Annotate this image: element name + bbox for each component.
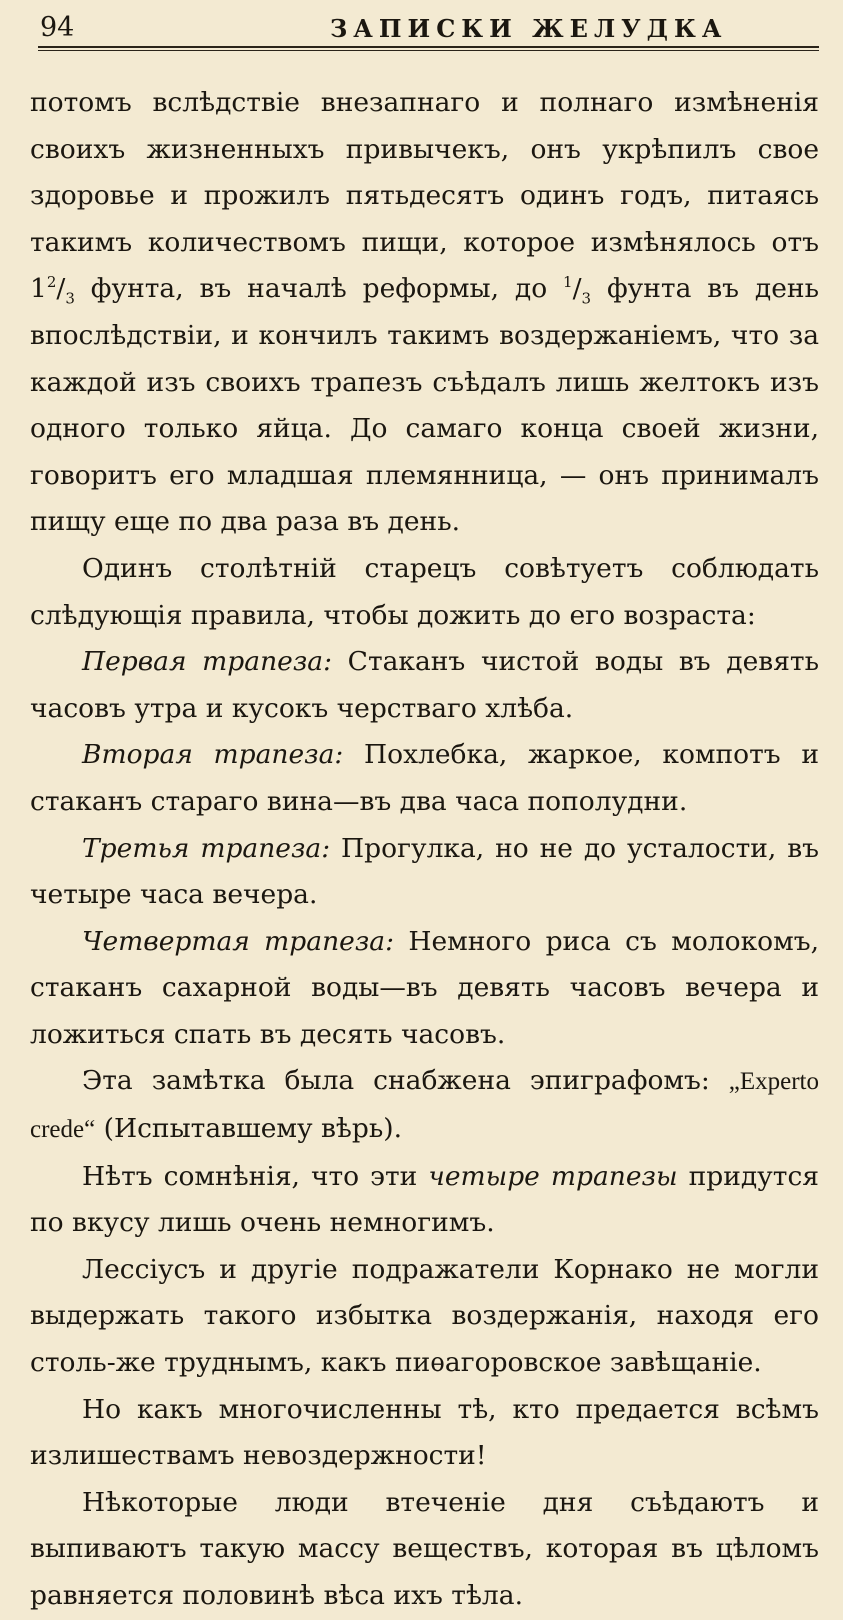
running-title: ЗАПИСКИ ЖЕЛУДКА — [330, 14, 728, 43]
meal-label: Первая трапеза: — [82, 646, 333, 678]
paragraph-some-people: Нѣкоторые люди втеченіе дня съѣдаютъ и выпиваютъ такую массу веществъ, которая въ цѣломъ равняется половинѣ вѣса ихъ тѣла. — [30, 1486, 819, 1611]
paragraph-doubt: Нѣтъ сомнѣнія, что эти четыре трапезы придутся по вкусу лишь очень немногимъ. — [30, 1160, 819, 1239]
paragraph-continuation: потомъ вслѣдствіе внезапнаго и полнаго измѣненія своихъ жизненныхъ привычекъ, онъ укрѣпилъ свое здоровье и прожилъ пятьдесятъ одинъ годъ, питаясь такимъ количествомъ пищи, которое измѣнялось отъ $1^2/_3$ фунта, въ началѣ реформы, до $^1/_3$ фунта въ день впослѣдствіи, и кончилъ такимъ воздержаніемъ, что за каждой изъ своихъ трапезъ съѣдалъ лишь желтокъ изъ одного только яйца. До самаго конца своей жизни, говоритъ его младшая племянница, — онъ принималъ пищу еще по два раза въ день. — [30, 87, 819, 538]
latin-epigraph: „Experto crede“ — [30, 1068, 819, 1144]
header-rule-thin — [38, 50, 819, 51]
meal-fourth: Четвертая трапеза: Немного риса съ молокомъ, стаканъ сахарной воды—въ девять часовъ вечера и ложиться спать въ десять часовъ. — [30, 925, 819, 1050]
meal-first: Первая трапеза: Стаканъ чистой воды въ девять часовъ утра и кусокъ черстваго хлѣба. — [30, 646, 819, 724]
header-rule — [38, 46, 819, 48]
meal-second: Вторая трапеза: Похлебка, жаркое, компотъ и стаканъ стараго вина—въ два часа пополудни. — [30, 739, 819, 817]
page-header — [30, 0, 819, 52]
meal-third: Третья трапеза: Прогулка, но не до усталости, въ четыре часа вечера. — [30, 832, 819, 911]
fraction-denominator: 3 — [65, 289, 75, 308]
page-number: 94 — [40, 12, 75, 43]
fraction-numerator: 2 — [46, 273, 57, 292]
italic-phrase: четыре трапезы — [428, 1160, 678, 1192]
paragraph-lessius: Лессіусъ и другіе подражатели Корнако не могли выдержать такого избытка воздержанія, находя его столь-же труднымъ, какъ пиѳагоровское завѣщаніе. — [30, 1253, 819, 1379]
paragraph-epigraph: Эта замѣтка была снабжена эпиграфомъ: „Experto crede“ (Испытавшему вѣрь). — [30, 1065, 819, 1145]
meal-label: Вторая трапеза: — [82, 739, 344, 771]
paragraph-excess: Но какъ многочисленны тѣ, кто предается всѣмъ излишествамъ невоздержности! — [30, 1393, 819, 1472]
fraction-denominator: 3 — [581, 289, 592, 308]
meal-label: Третья трапеза: — [82, 832, 331, 864]
page-body — [30, 52, 819, 1620]
meal-label: Четвертая трапеза: — [82, 925, 395, 957]
paragraph-centenarian: Одинъ столѣтній старецъ совѣтуетъ соблюдать слѣдующія правила, чтобы дожить до его возраста: — [30, 552, 819, 631]
fraction-numerator: 1 — [563, 273, 573, 292]
